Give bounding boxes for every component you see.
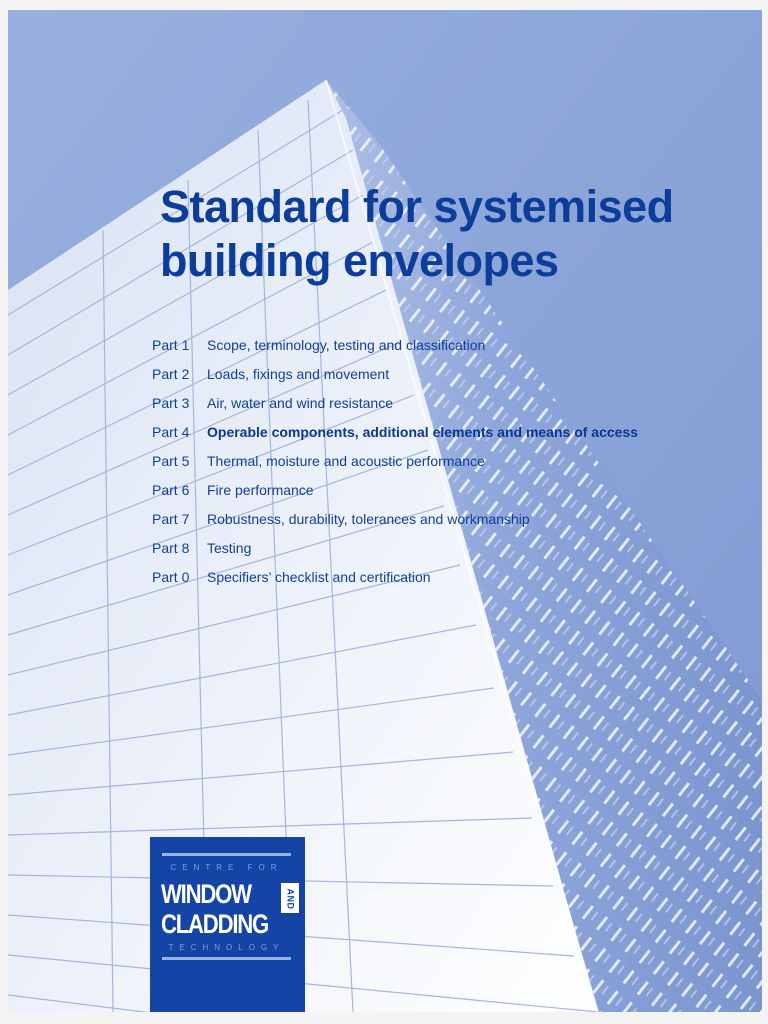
logo-rule-bottom (162, 957, 291, 960)
part-title: Fire performance (207, 482, 314, 498)
logo-window-text: WINDOW (161, 879, 251, 909)
logo-technology-text: TECHNOLOGY (168, 943, 285, 952)
cwct-logo (150, 837, 305, 1012)
part-item (152, 447, 638, 476)
part-number: Part 3 (152, 395, 190, 411)
logo-cladding-text: CLADDING (161, 909, 269, 939)
part-title: Scope, terminology, testing and classification (207, 337, 486, 353)
part-title: Air, water and wind resistance (207, 395, 393, 411)
part-item (152, 360, 638, 389)
part-item (152, 389, 638, 418)
part-number: Part 0 (152, 569, 190, 585)
part-title: Specifiers’ checklist and certification (207, 569, 431, 585)
part-item (152, 505, 638, 534)
part-number: Part 6 (152, 482, 190, 498)
part-number: Part 8 (152, 540, 190, 556)
logo-rule-top (162, 853, 291, 856)
part-number: Part 5 (152, 453, 190, 469)
logo-centre-for-text: CENTRE FOR (170, 863, 283, 872)
part-item (152, 476, 638, 505)
part-title: Robustness, durability, tolerances and workmanship (207, 511, 530, 527)
part-number: Part 1 (152, 337, 190, 353)
parts-list (152, 331, 638, 592)
part-number: Part 7 (152, 511, 190, 527)
part-title: Thermal, moisture and acoustic performance (207, 453, 485, 469)
part-item (152, 331, 638, 360)
part-item (152, 563, 638, 592)
part-number: Part 2 (152, 366, 190, 382)
part-title: Testing (207, 540, 252, 556)
part-title: Loads, fixings and movement (207, 366, 390, 382)
title-line-1: Standard for systemised (160, 181, 674, 232)
logo-and-text: AND (281, 883, 299, 913)
part-item (152, 534, 638, 563)
page-title (160, 180, 740, 288)
part-title: Operable components, additional elements and means of access (207, 424, 639, 440)
part-number: Part 4 (152, 424, 190, 440)
part-item-current (152, 418, 638, 447)
title-line-2: building envelopes (160, 235, 559, 286)
